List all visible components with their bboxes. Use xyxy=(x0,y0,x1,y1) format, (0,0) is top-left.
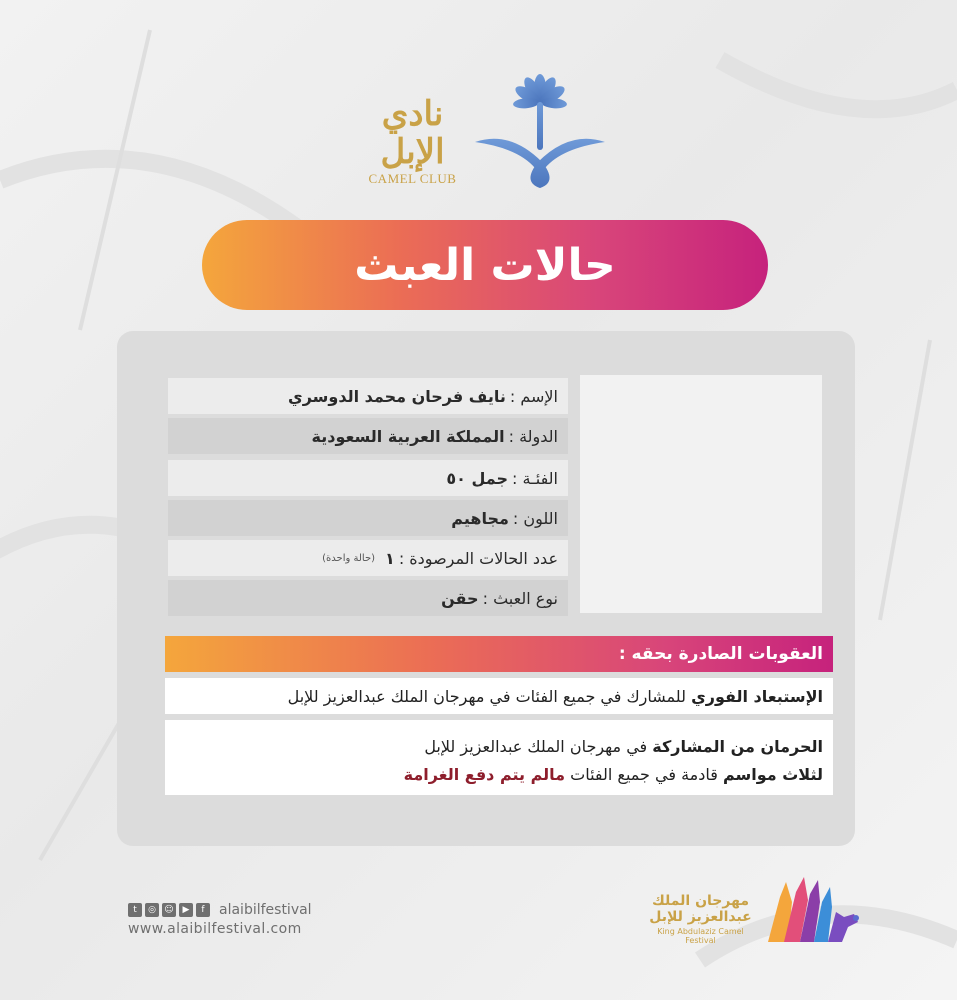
penalties-heading: العقوبات الصادرة بحقه : xyxy=(618,644,823,664)
country-row xyxy=(168,418,568,454)
penalty-1-text: للمشارك في جميع الفئات في مهرجان الملك عبدالعزيز للإبل xyxy=(287,686,692,706)
penalty-2-seasons: لثلاث مواسم xyxy=(722,765,823,784)
festival-logo-text xyxy=(643,893,758,945)
twitter-icon[interactable]: t xyxy=(128,903,142,917)
social-links xyxy=(128,902,312,918)
penalty-2-bold: الحرمان من المشاركة xyxy=(652,737,823,756)
penalty-2-text-2: قادمة في جميع الفئات xyxy=(565,765,723,784)
snapchat-icon[interactable]: ☺ xyxy=(162,903,176,917)
cases-value: ١ xyxy=(385,548,395,568)
penalty-2-text: في مهرجان الملك عبدالعزيز للإبل xyxy=(424,737,653,756)
title-banner xyxy=(202,220,768,310)
festival-name-arabic: مهرجان الملك عبدالعزيز للإبل xyxy=(649,893,752,925)
camel-club-logo xyxy=(355,95,470,195)
page-title: حالات العبث xyxy=(354,239,616,291)
photo-placeholder xyxy=(580,375,822,613)
name-row xyxy=(168,378,568,414)
penalty-2-condition: مالم يتم دفع الغرامة xyxy=(403,765,566,784)
palm-emblem-icon xyxy=(470,70,610,195)
penalty-1 xyxy=(165,678,833,714)
website-link[interactable]: www.alaibilfestival.com xyxy=(128,921,302,937)
tamper-type-value: حقن xyxy=(441,588,479,608)
cases-note: (حالة واحدة) xyxy=(322,552,376,564)
name-label: الإسم : xyxy=(509,386,558,406)
country-value: المملكة العربية السعودية xyxy=(311,426,505,446)
camel-club-english: CAMEL CLUB xyxy=(368,171,457,186)
facebook-icon[interactable]: f xyxy=(196,903,210,917)
color-label: اللون : xyxy=(512,508,558,528)
instagram-icon[interactable]: ◎ xyxy=(145,903,159,917)
penalties-heading-bar xyxy=(165,636,833,672)
penalty-1-bold: الإستبعاد الفوري xyxy=(691,686,823,706)
country-label: الدولة : xyxy=(508,426,558,446)
cases-row xyxy=(168,540,568,576)
cases-label: عدد الحالات المرصودة : xyxy=(398,548,558,568)
youtube-icon[interactable]: ▶ xyxy=(179,903,193,917)
name-value: نايف فرحان محمد الدوسري xyxy=(288,386,506,406)
camel-club-arabic: نادي الإبل xyxy=(380,94,445,172)
penalty-2 xyxy=(165,720,833,795)
color-row xyxy=(168,500,568,536)
tamper-type-row xyxy=(168,580,568,616)
category-row xyxy=(168,460,568,496)
social-handle[interactable]: alaibilfestival xyxy=(219,902,312,918)
category-label: الفئـة : xyxy=(512,468,558,488)
category-value: جمل ٥٠ xyxy=(446,468,509,488)
color-value: مجاهيم xyxy=(451,508,509,528)
tamper-type-label: نوع العبث : xyxy=(482,588,558,608)
festival-name-english: King Abdulaziz Camel Festival xyxy=(657,927,744,945)
